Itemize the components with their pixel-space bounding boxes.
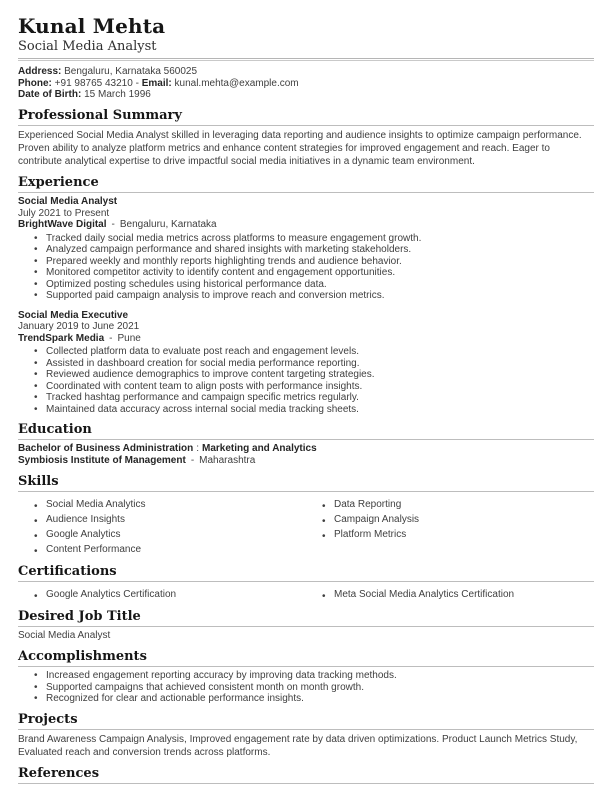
- school-name: Symbiosis Institute of Management: [18, 455, 186, 467]
- job-bullet: • Optimized posting schedules using historical performance data.: [18, 279, 594, 291]
- accomplishment-item: • Increased engagement reporting accuracy by improving data tracking methods.: [18, 670, 594, 682]
- education-heading: Education: [18, 423, 594, 440]
- header-divider: [18, 58, 594, 61]
- summary-heading: Professional Summary: [18, 109, 594, 126]
- job-bullet-list: [18, 346, 594, 415]
- certifications-column-left: [18, 587, 306, 602]
- job-entry-2: [18, 310, 594, 416]
- skills-column-left: [18, 497, 306, 557]
- skill-item: • Audience Insights: [18, 512, 306, 527]
- section-skills: [18, 475, 594, 557]
- certifications-heading: Certifications: [18, 565, 594, 582]
- phone-label: Phone:: [18, 77, 52, 89]
- email-label: Email:: [141, 77, 172, 89]
- job-company-separator: -: [109, 332, 113, 344]
- job-bullet: • Coordinated with content team to align posts with performance insights.: [18, 381, 594, 393]
- certification-item: • Meta Social Media Analytics Certification: [306, 587, 594, 602]
- job-title: Social Media Executive: [18, 309, 129, 321]
- skills-column-right: [306, 497, 594, 557]
- skills-heading: Skills: [18, 475, 594, 492]
- job-company-separator: -: [111, 219, 115, 231]
- section-accomplishments: [18, 650, 594, 705]
- school-separator: -: [190, 455, 195, 467]
- projects-text: Brand Awareness Campaign Analysis, Improved engagement rate by data driven optimizations. Product Launch Metrics Study, Evaluated reach and conversion trends across platforms.: [18, 733, 578, 758]
- contact-address-line: [18, 66, 594, 78]
- accomplishments-heading: Accomplishments: [18, 650, 594, 667]
- skill-item: • Social Media Analytics: [18, 497, 306, 512]
- section-summary: [18, 109, 594, 169]
- degree-major: Marketing and Analytics: [202, 443, 317, 455]
- job-bullet: • Tracked hashtag performance and campaign specific metrics regularly.: [18, 392, 594, 404]
- section-certifications: [18, 565, 594, 602]
- job-bullet: • Tracked daily social media metrics across platforms to measure engagement growth.: [18, 233, 594, 245]
- section-education: [18, 423, 594, 467]
- dob-value: 15 March 1996: [84, 89, 151, 100]
- section-references: [18, 767, 594, 784]
- skill-item: • Platform Metrics: [306, 527, 594, 542]
- job-title: Social Media Analyst: [18, 196, 118, 208]
- education-degree-line: [18, 443, 594, 455]
- school-location: Maharashtra: [199, 455, 256, 467]
- certifications-column-right: [306, 587, 594, 602]
- contact-phone-email-line: [18, 78, 594, 90]
- email-value: kunal.mehta@example.com: [174, 77, 299, 89]
- job-company-line: [18, 219, 594, 231]
- job-dates: July 2021 to Present: [18, 207, 110, 219]
- candidate-title: Social Media Analyst: [18, 39, 157, 54]
- job-dates: January 2019 to June 2021: [18, 321, 140, 333]
- degree-name: Bachelor of Business Administration: [18, 443, 194, 455]
- contact-separator: -: [135, 77, 139, 89]
- section-experience: [18, 176, 594, 415]
- job-bullet: • Monitored competitor activity to identify content and engagement opportunities.: [18, 267, 594, 279]
- education-school-line: [18, 455, 594, 467]
- job-entry-1: [18, 196, 594, 302]
- skill-item: • Campaign Analysis: [306, 512, 594, 527]
- phone-value: +91 98765 43210: [54, 77, 133, 89]
- candidate-name: Kunal Mehta: [18, 14, 166, 38]
- job-bullet: • Supported paid campaign analysis to improve reach and conversion metrics.: [18, 290, 594, 302]
- contact-block: [18, 66, 594, 101]
- address-label: Address:: [18, 66, 62, 77]
- job-bullet-list: [18, 233, 594, 302]
- certification-item: • Google Analytics Certification: [18, 587, 306, 602]
- job-bullet: • Collected platform data to evaluate post reach and engagement levels.: [18, 346, 594, 358]
- section-desired-job-title: [18, 610, 594, 642]
- skill-item: • Google Analytics: [18, 527, 306, 542]
- accomplishment-item: • Recognized for clear and actionable performance insights.: [18, 693, 594, 705]
- address-value: Bengaluru, Karnataka 560025: [64, 66, 198, 77]
- contact-dob-line: [18, 89, 594, 101]
- skills-columns: [18, 495, 594, 557]
- projects-heading: Projects: [18, 713, 594, 730]
- job-company-line: [18, 333, 594, 345]
- job-location: Pune: [117, 332, 141, 344]
- certifications-columns: [18, 585, 594, 602]
- resume-header: [18, 16, 594, 61]
- skill-item: • Content Performance: [18, 542, 306, 557]
- degree-separator: :: [196, 443, 199, 455]
- job-bullet: • Prepared weekly and monthly reports highlighting trends and audience behavior.: [18, 256, 594, 268]
- job-bullet: • Assisted in dashboard creation for social media performance reporting.: [18, 358, 594, 370]
- job-bullet: • Analyzed campaign performance and shared insights with marketing stakeholders.: [18, 244, 594, 256]
- dob-label: Date of Birth:: [18, 89, 82, 100]
- skill-item: • Data Reporting: [306, 497, 594, 512]
- desired-job-title-text: Social Media Analyst: [18, 630, 111, 642]
- job-bullet: • Maintained data accuracy across internal social media tracking sheets.: [18, 404, 594, 416]
- job-bullet: • Reviewed audience demographics to improve content targeting strategies.: [18, 369, 594, 381]
- accomplishment-item: • Supported campaigns that achieved consistent month on month growth.: [18, 682, 594, 694]
- job-company: BrightWave Digital: [18, 219, 107, 231]
- job-company: TrendSpark Media: [18, 332, 105, 344]
- references-heading: References: [18, 767, 594, 784]
- section-projects: [18, 713, 594, 759]
- desired-job-title-heading: Desired Job Title: [18, 610, 594, 627]
- summary-text: Experienced Social Media Analyst skilled in leveraging data reporting and audience insights to optimize campaign performance. Proven ability to analyze platform metrics and enhance content strategies for improved engagement and reach. Eager to contribute analytical expertise to drive impactful social media initiatives in a dynamic team environment.: [18, 129, 582, 167]
- job-location: Bengaluru, Karnataka: [119, 219, 217, 231]
- experience-heading: Experience: [18, 176, 594, 193]
- accomplishments-list: [18, 670, 594, 705]
